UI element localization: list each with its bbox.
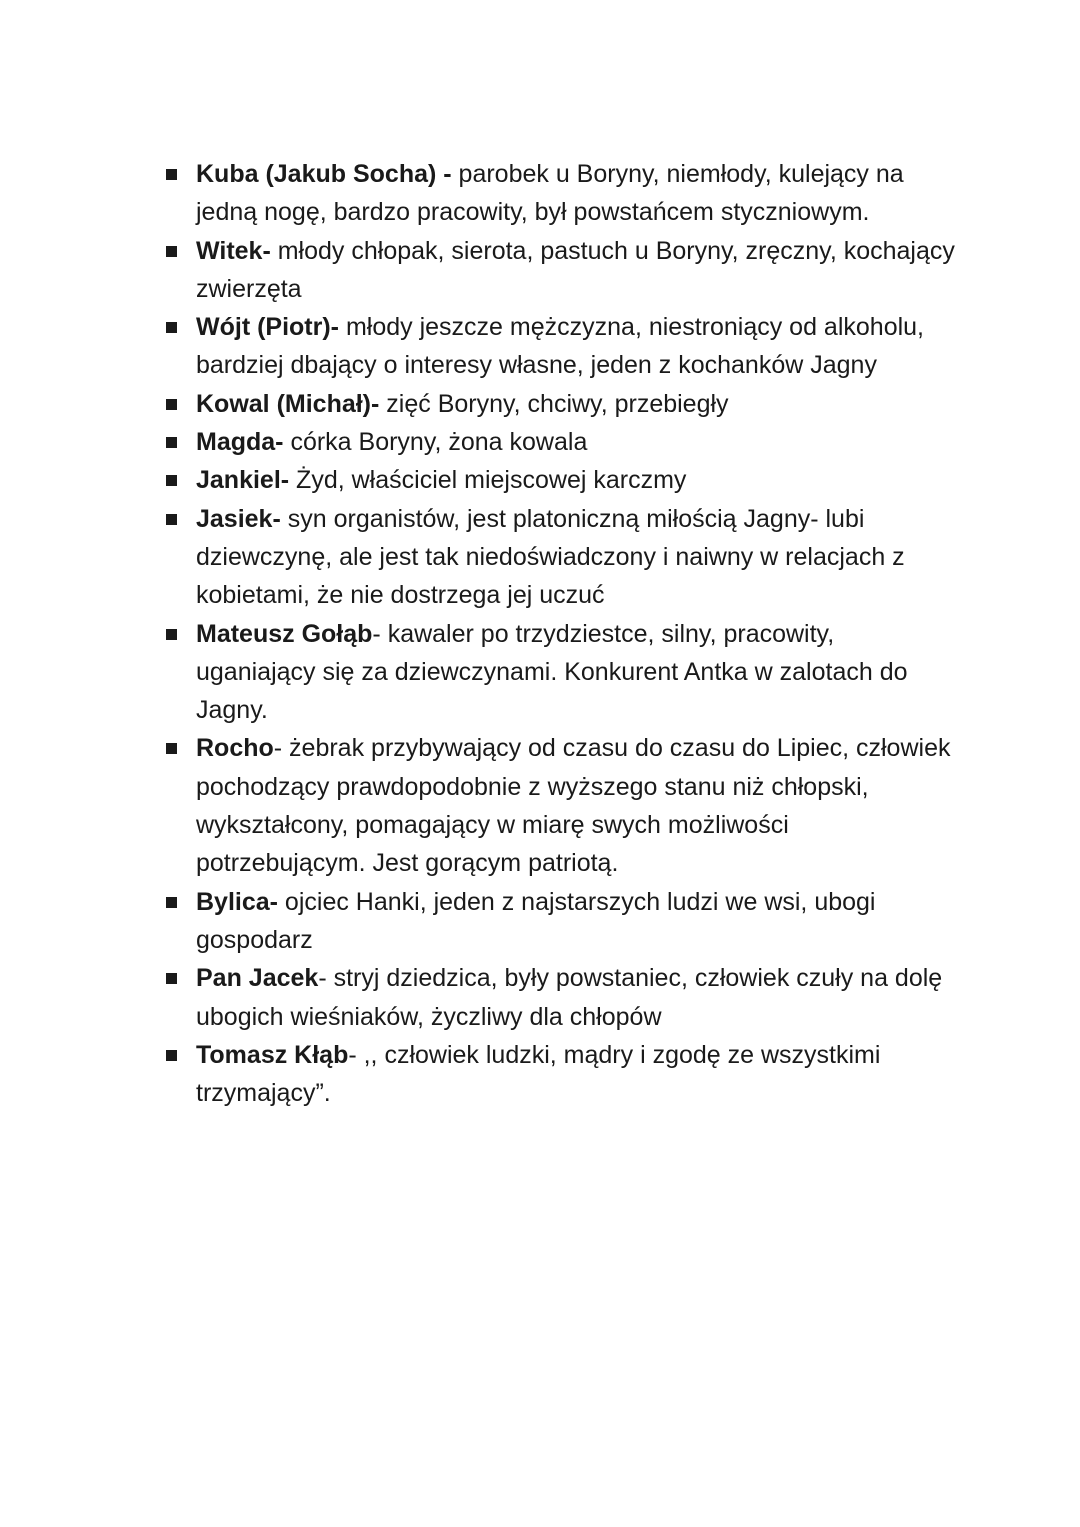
- character-description: syn organistów, jest platoniczną miłością Jagny- lubi dziewczynę, ale jest tak niedoświadczony i naiwny w relacjach z kobietami, że nie dostrzega jej uczuć: [196, 504, 905, 610]
- list-item: [196, 308, 956, 385]
- character-name: Jankiel-: [196, 466, 290, 495]
- square-bullet-icon: [166, 1050, 177, 1061]
- list-item: [196, 615, 956, 730]
- square-bullet-icon: [166, 973, 177, 984]
- square-bullet-icon: [166, 437, 177, 448]
- character-name: Rocho: [196, 734, 274, 763]
- character-name: Wójt (Piotr)-: [196, 313, 340, 342]
- character-description: - ,, człowiek ludzki, mądry i zgodę ze wszystkimi trzymający”.: [196, 1040, 881, 1108]
- list-item: [196, 461, 956, 499]
- list-item: [196, 883, 956, 960]
- list-item: [196, 423, 956, 461]
- list-item: [196, 232, 956, 309]
- list-item: [196, 155, 956, 232]
- list-item: [196, 385, 956, 423]
- character-name: Bylica-: [196, 887, 278, 916]
- character-name: Pan Jacek: [196, 964, 319, 993]
- character-description: parobek u Boryny, niemłody, kulejący na jedną nogę, bardzo pracowity, był powstańcem styczniowym.: [196, 160, 904, 227]
- character-name: Mateusz Gołąb: [196, 619, 373, 648]
- square-bullet-icon: [166, 897, 177, 908]
- character-name: Tomasz Kłąb: [196, 1040, 349, 1069]
- square-bullet-icon: [166, 514, 177, 525]
- character-description: - żebrak przybywający od czasu do czasu do Lipiec, człowiek pochodzący prawdopodobnie z wyższego stanu niż chłopski, wykształcony, pomagający w miarę swych możliwości potrzebującym. Jest gorącym patriotą.: [196, 734, 951, 878]
- square-bullet-icon: [166, 246, 177, 257]
- character-list: [196, 155, 956, 1112]
- character-description: zięć Boryny, chciwy, przebiegły: [379, 389, 729, 418]
- character-name: Kuba (Jakub Socha) -: [196, 160, 452, 188]
- square-bullet-icon: [166, 475, 177, 486]
- character-name: Witek-: [196, 236, 271, 265]
- character-name: Magda-: [196, 428, 284, 457]
- character-description: - stryj dziedzica, były powstaniec, człowiek czuły na dolę ubogich wieśniaków, życzliwy dla chłopów: [196, 964, 943, 1031]
- square-bullet-icon: [166, 743, 177, 754]
- list-item: [196, 500, 956, 615]
- character-name: Kowal (Michał)-: [196, 389, 380, 418]
- character-name: Jasiek-: [196, 504, 281, 533]
- list-item: [196, 959, 956, 1036]
- square-bullet-icon: [166, 169, 177, 180]
- square-bullet-icon: [166, 322, 177, 333]
- list-item: [196, 1036, 956, 1113]
- square-bullet-icon: [166, 629, 177, 640]
- character-description: Żyd, właściciel miejscowej karczmy: [289, 466, 687, 495]
- character-description: młody jeszcze mężczyzna, niestroniący od alkoholu, bardziej dbający o interesy własne, jeden z kochanków Jagny: [196, 313, 925, 380]
- character-description: córka Boryny, żona kowala: [283, 428, 588, 457]
- character-description: młody chłopak, sierota, pastuch u Boryny, zręczny, kochający zwierzęta: [196, 236, 955, 303]
- list-item: [196, 729, 956, 882]
- square-bullet-icon: [166, 399, 177, 410]
- character-description: - kawaler po trzydziestce, silny, pracowity, uganiający się za dziewczynami. Konkurent Antka w zalotach do Jagny.: [196, 619, 908, 725]
- character-description: ojciec Hanki, jeden z najstarszych ludzi we wsi, ubogi gospodarz: [196, 887, 876, 954]
